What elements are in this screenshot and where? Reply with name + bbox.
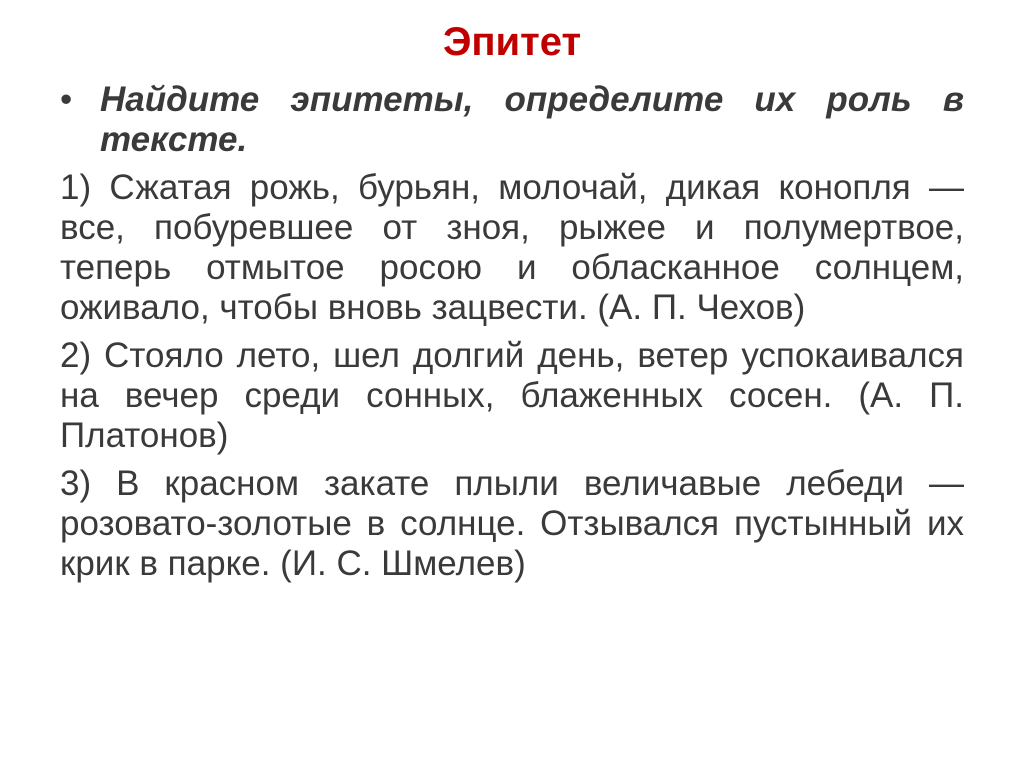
task-bullet-item — [60, 80, 964, 160]
example-paragraph-2: 2) Стояло лето, шел долгий день, ветер успокаивался на вечер среди сонных, блаженных сосен. (А. П. Платонов) — [60, 336, 964, 455]
bullet-icon: • — [60, 80, 73, 119]
example-paragraph-1: 1) Сжатая рожь, бурьян, молочай, дикая конопля — все, побуревшее от зноя, рыжее и полумертвое, теперь отмытое росою и обласканное солнцем, оживало, чтобы вновь зацвести. (А. П. Чехов) — [60, 168, 964, 327]
example-paragraph-3: 3) В красном закате плыли величавые лебеди — розовато-золотые в солнце. Отзывался пустынный их крик в парке. (И. С. Шмелев) — [60, 464, 964, 583]
task-instruction: Найдите эпитеты, определите их роль в тексте. — [100, 80, 964, 159]
slide-title: Эпитет — [442, 20, 582, 64]
slide-content — [60, 80, 964, 592]
